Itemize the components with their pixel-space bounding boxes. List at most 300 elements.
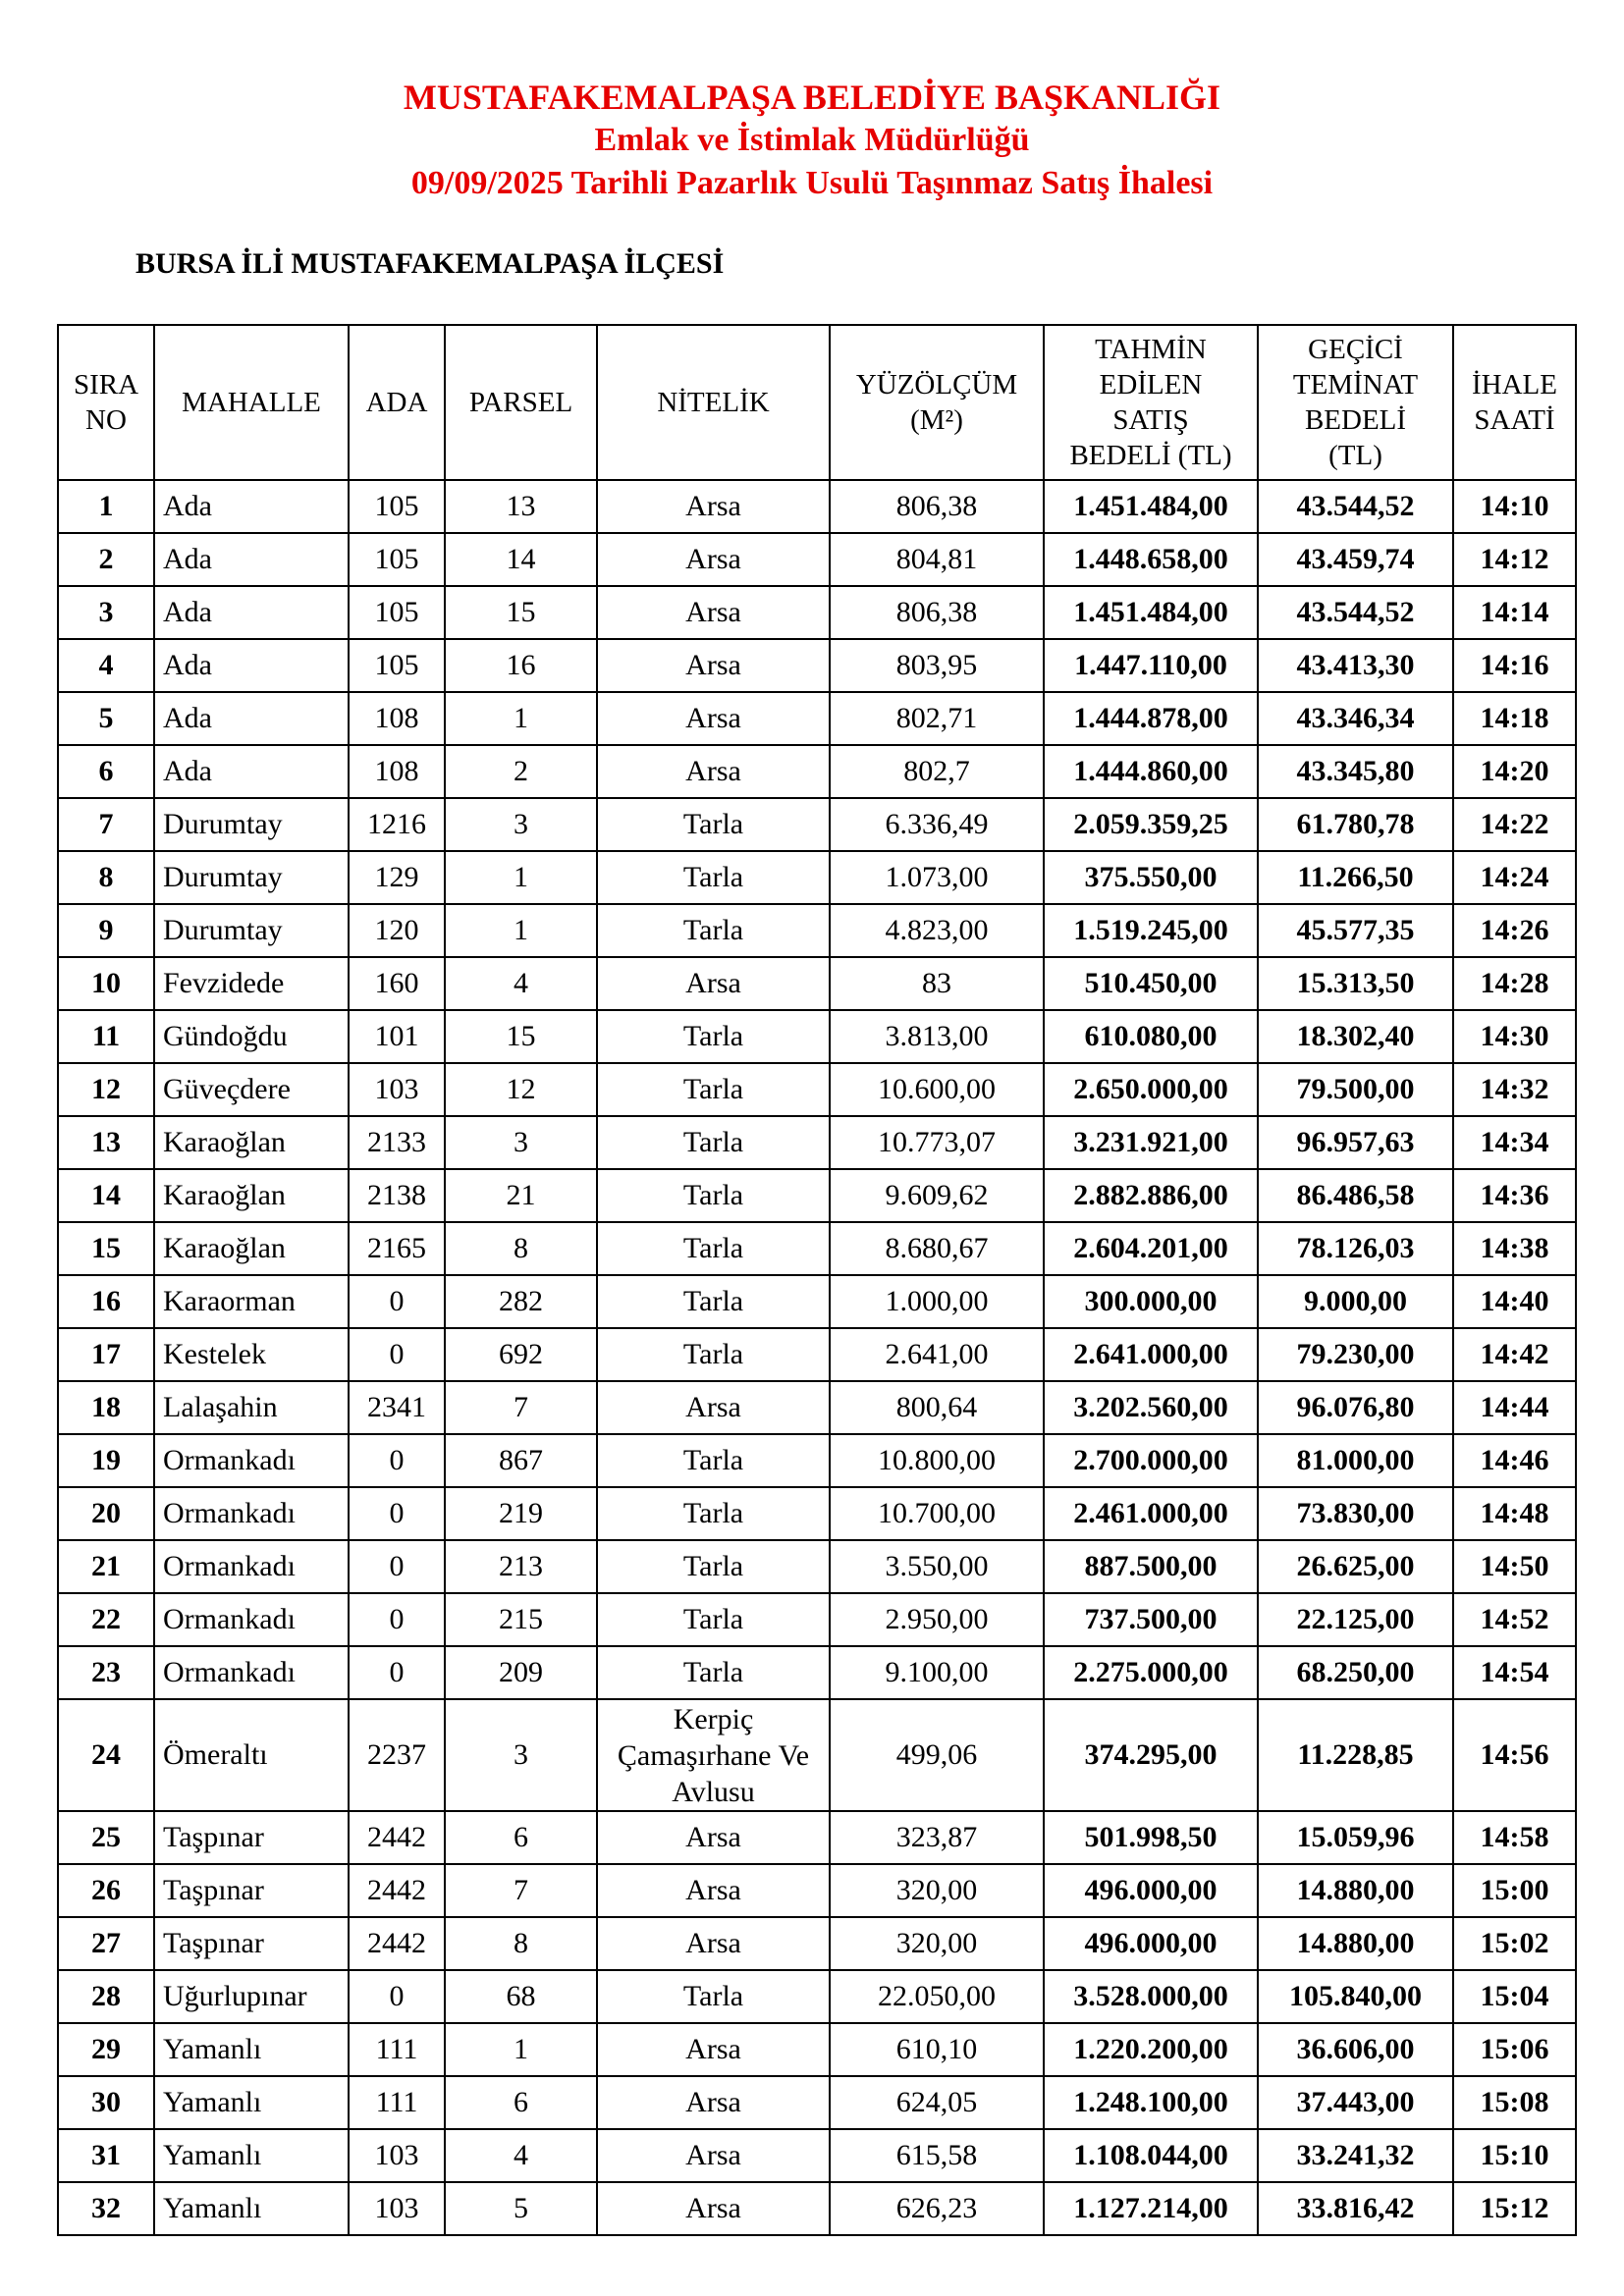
cell-ada: 2165 bbox=[349, 1222, 445, 1275]
table-row bbox=[58, 1381, 1576, 1434]
cell-ada: 111 bbox=[349, 2023, 445, 2076]
cell-tahmin-bedeli: 374.295,00 bbox=[1044, 1699, 1258, 1811]
cell-parsel: 15 bbox=[445, 586, 597, 639]
cell-sira-no: 23 bbox=[58, 1646, 154, 1699]
cell-mahalle: Yamanlı bbox=[154, 2129, 349, 2182]
cell-mahalle: Karaoğlan bbox=[154, 1169, 349, 1222]
cell-gecici-teminat: 68.250,00 bbox=[1258, 1646, 1453, 1699]
cell-mahalle: Taşpınar bbox=[154, 1917, 349, 1970]
cell-tahmin-bedeli: 1.127.214,00 bbox=[1044, 2182, 1258, 2235]
cell-ihale-saati: 14:22 bbox=[1453, 798, 1576, 851]
cell-mahalle: Ada bbox=[154, 692, 349, 745]
cell-tahmin-bedeli: 1.447.110,00 bbox=[1044, 639, 1258, 692]
cell-mahalle: Ormankadı bbox=[154, 1487, 349, 1540]
cell-sira-no: 20 bbox=[58, 1487, 154, 1540]
cell-ihale-saati: 14:34 bbox=[1453, 1116, 1576, 1169]
table-row bbox=[58, 1487, 1576, 1540]
cell-yuzolcum: 2.641,00 bbox=[830, 1328, 1044, 1381]
cell-ada: 103 bbox=[349, 2129, 445, 2182]
cell-yuzolcum: 10.800,00 bbox=[830, 1434, 1044, 1487]
cell-sira-no: 14 bbox=[58, 1169, 154, 1222]
header-text: SAATİ bbox=[1474, 404, 1555, 436]
cell-nitelik: Arsa bbox=[597, 2182, 830, 2235]
cell-sira-no: 3 bbox=[58, 586, 154, 639]
cell-mahalle: Ormankadı bbox=[154, 1434, 349, 1487]
cell-gecici-teminat: 43.544,52 bbox=[1258, 586, 1453, 639]
cell-ihale-saati: 14:56 bbox=[1453, 1699, 1576, 1811]
cell-tahmin-bedeli: 737.500,00 bbox=[1044, 1593, 1258, 1646]
cell-sira-no: 8 bbox=[58, 851, 154, 904]
cell-gecici-teminat: 15.313,50 bbox=[1258, 957, 1453, 1010]
cell-mahalle: Yamanlı bbox=[154, 2076, 349, 2129]
cell-nitelik: Arsa bbox=[597, 533, 830, 586]
cell-ihale-saati: 14:10 bbox=[1453, 480, 1576, 533]
table-row bbox=[58, 1328, 1576, 1381]
cell-yuzolcum: 806,38 bbox=[830, 480, 1044, 533]
cell-gecici-teminat: 43.544,52 bbox=[1258, 480, 1453, 533]
cell-sira-no: 30 bbox=[58, 2076, 154, 2129]
cell-yuzolcum: 9.609,62 bbox=[830, 1169, 1044, 1222]
cell-mahalle: Karaorman bbox=[154, 1275, 349, 1328]
cell-mahalle: Uğurlupınar bbox=[154, 1970, 349, 2023]
header-text: BEDELİ (TL) bbox=[1069, 440, 1232, 471]
cell-ihale-saati: 14:26 bbox=[1453, 904, 1576, 957]
cell-gecici-teminat: 78.126,03 bbox=[1258, 1222, 1453, 1275]
cell-mahalle: Ormankadı bbox=[154, 1646, 349, 1699]
cell-ada: 160 bbox=[349, 957, 445, 1010]
cell-yuzolcum: 802,71 bbox=[830, 692, 1044, 745]
property-sale-table bbox=[57, 324, 1577, 2236]
cell-gecici-teminat: 43.459,74 bbox=[1258, 533, 1453, 586]
cell-ihale-saati: 15:10 bbox=[1453, 2129, 1576, 2182]
table-row bbox=[58, 745, 1576, 798]
cell-sira-no: 29 bbox=[58, 2023, 154, 2076]
table-row bbox=[58, 1222, 1576, 1275]
cell-nitelik: Tarla bbox=[597, 798, 830, 851]
header-text: (TL) bbox=[1328, 440, 1382, 471]
cell-parsel: 68 bbox=[445, 1970, 597, 2023]
cell-tahmin-bedeli: 496.000,00 bbox=[1044, 1917, 1258, 1970]
cell-parsel: 867 bbox=[445, 1434, 597, 1487]
cell-ada: 101 bbox=[349, 1010, 445, 1063]
cell-ada: 0 bbox=[349, 1434, 445, 1487]
cell-tahmin-bedeli: 1.248.100,00 bbox=[1044, 2076, 1258, 2129]
cell-mahalle: Karaoğlan bbox=[154, 1222, 349, 1275]
cell-sira-no: 21 bbox=[58, 1540, 154, 1593]
cell-ada: 0 bbox=[349, 1970, 445, 2023]
cell-yuzolcum: 320,00 bbox=[830, 1864, 1044, 1917]
header-text: TAHMİN bbox=[1095, 334, 1207, 365]
header-text: PARSEL bbox=[468, 387, 573, 418]
cell-sira-no: 17 bbox=[58, 1328, 154, 1381]
cell-mahalle: Ada bbox=[154, 586, 349, 639]
cell-mahalle: Ada bbox=[154, 639, 349, 692]
cell-parsel: 3 bbox=[445, 1699, 597, 1811]
header-text: (M²) bbox=[910, 404, 963, 436]
cell-sira-no: 27 bbox=[58, 1917, 154, 1970]
cell-nitelik: Kerpiç Çamaşırhane Ve Avlusu bbox=[597, 1699, 830, 1811]
table-header-row bbox=[58, 325, 1576, 480]
cell-gecici-teminat: 22.125,00 bbox=[1258, 1593, 1453, 1646]
cell-yuzolcum: 615,58 bbox=[830, 2129, 1044, 2182]
header-text: NİTELİK bbox=[657, 387, 770, 418]
cell-tahmin-bedeli: 1.444.860,00 bbox=[1044, 745, 1258, 798]
cell-yuzolcum: 804,81 bbox=[830, 533, 1044, 586]
col-sira-no bbox=[58, 325, 154, 480]
cell-sira-no: 13 bbox=[58, 1116, 154, 1169]
cell-sira-no: 10 bbox=[58, 957, 154, 1010]
header-text: TEMİNAT bbox=[1292, 369, 1419, 400]
cell-nitelik: Arsa bbox=[597, 2023, 830, 2076]
cell-parsel: 21 bbox=[445, 1169, 597, 1222]
cell-gecici-teminat: 105.840,00 bbox=[1258, 1970, 1453, 2023]
cell-parsel: 3 bbox=[445, 1116, 597, 1169]
cell-mahalle: Yamanlı bbox=[154, 2023, 349, 2076]
cell-mahalle: Yamanlı bbox=[154, 2182, 349, 2235]
department-title: Emlak ve İstimlak Müdürlüğü bbox=[594, 122, 1030, 158]
cell-nitelik: Tarla bbox=[597, 1434, 830, 1487]
cell-mahalle: Taşpınar bbox=[154, 1864, 349, 1917]
cell-ada: 103 bbox=[349, 1063, 445, 1116]
cell-ada: 2341 bbox=[349, 1381, 445, 1434]
cell-ada: 2442 bbox=[349, 1864, 445, 1917]
cell-nitelik: Tarla bbox=[597, 1328, 830, 1381]
cell-parsel: 3 bbox=[445, 798, 597, 851]
cell-yuzolcum: 806,38 bbox=[830, 586, 1044, 639]
cell-yuzolcum: 1.000,00 bbox=[830, 1275, 1044, 1328]
cell-yuzolcum: 626,23 bbox=[830, 2182, 1044, 2235]
col-tahmin-bedeli bbox=[1044, 325, 1258, 480]
cell-mahalle: Ada bbox=[154, 745, 349, 798]
cell-ada: 0 bbox=[349, 1487, 445, 1540]
cell-tahmin-bedeli: 1.519.245,00 bbox=[1044, 904, 1258, 957]
cell-ihale-saati: 15:08 bbox=[1453, 2076, 1576, 2129]
cell-ihale-saati: 14:46 bbox=[1453, 1434, 1576, 1487]
cell-tahmin-bedeli: 1.448.658,00 bbox=[1044, 533, 1258, 586]
cell-tahmin-bedeli: 2.461.000,00 bbox=[1044, 1487, 1258, 1540]
cell-ihale-saati: 14:58 bbox=[1453, 1811, 1576, 1864]
cell-yuzolcum: 1.073,00 bbox=[830, 851, 1044, 904]
cell-mahalle: Fevzidede bbox=[154, 957, 349, 1010]
cell-nitelik: Tarla bbox=[597, 1275, 830, 1328]
table-row bbox=[58, 586, 1576, 639]
cell-mahalle: Ada bbox=[154, 533, 349, 586]
cell-ihale-saati: 15:00 bbox=[1453, 1864, 1576, 1917]
location-subtitle: BURSA İLİ MUSTAFAKEMALPAŞA İLÇESİ bbox=[135, 247, 725, 280]
cell-ada: 111 bbox=[349, 2076, 445, 2129]
cell-parsel: 215 bbox=[445, 1593, 597, 1646]
cell-nitelik: Tarla bbox=[597, 1063, 830, 1116]
cell-ihale-saati: 14:38 bbox=[1453, 1222, 1576, 1275]
cell-yuzolcum: 10.600,00 bbox=[830, 1063, 1044, 1116]
cell-gecici-teminat: 43.346,34 bbox=[1258, 692, 1453, 745]
cell-sira-no: 25 bbox=[58, 1811, 154, 1864]
cell-tahmin-bedeli: 610.080,00 bbox=[1044, 1010, 1258, 1063]
header-text: MAHALLE bbox=[182, 387, 321, 418]
cell-ihale-saati: 14:36 bbox=[1453, 1169, 1576, 1222]
cell-yuzolcum: 3.550,00 bbox=[830, 1540, 1044, 1593]
col-ihale-saati bbox=[1453, 325, 1576, 480]
cell-parsel: 5 bbox=[445, 2182, 597, 2235]
cell-gecici-teminat: 11.228,85 bbox=[1258, 1699, 1453, 1811]
header-text: SATIŞ bbox=[1112, 404, 1189, 436]
table-row bbox=[58, 1864, 1576, 1917]
cell-nitelik: Tarla bbox=[597, 1970, 830, 2023]
cell-gecici-teminat: 26.625,00 bbox=[1258, 1540, 1453, 1593]
cell-parsel: 213 bbox=[445, 1540, 597, 1593]
cell-ada: 2442 bbox=[349, 1917, 445, 1970]
cell-tahmin-bedeli: 3.202.560,00 bbox=[1044, 1381, 1258, 1434]
table-row bbox=[58, 1811, 1576, 1864]
cell-parsel: 692 bbox=[445, 1328, 597, 1381]
cell-mahalle: Ada bbox=[154, 480, 349, 533]
cell-yuzolcum: 802,7 bbox=[830, 745, 1044, 798]
cell-parsel: 6 bbox=[445, 1811, 597, 1864]
cell-mahalle: Durumtay bbox=[154, 904, 349, 957]
table-row bbox=[58, 798, 1576, 851]
cell-gecici-teminat: 43.413,30 bbox=[1258, 639, 1453, 692]
cell-parsel: 6 bbox=[445, 2076, 597, 2129]
table-row bbox=[58, 2182, 1576, 2235]
cell-parsel: 4 bbox=[445, 2129, 597, 2182]
cell-ada: 103 bbox=[349, 2182, 445, 2235]
table-row bbox=[58, 1063, 1576, 1116]
cell-ihale-saati: 14:14 bbox=[1453, 586, 1576, 639]
table-row bbox=[58, 1275, 1576, 1328]
cell-ada: 0 bbox=[349, 1275, 445, 1328]
cell-sira-no: 19 bbox=[58, 1434, 154, 1487]
cell-tahmin-bedeli: 2.700.000,00 bbox=[1044, 1434, 1258, 1487]
header-text: NO bbox=[85, 404, 127, 436]
cell-sira-no: 16 bbox=[58, 1275, 154, 1328]
table-row bbox=[58, 1116, 1576, 1169]
cell-yuzolcum: 83 bbox=[830, 957, 1044, 1010]
cell-gecici-teminat: 14.880,00 bbox=[1258, 1864, 1453, 1917]
cell-gecici-teminat: 79.230,00 bbox=[1258, 1328, 1453, 1381]
cell-ada: 105 bbox=[349, 480, 445, 533]
table-row bbox=[58, 2023, 1576, 2076]
cell-nitelik: Arsa bbox=[597, 745, 830, 798]
cell-nitelik: Arsa bbox=[597, 639, 830, 692]
table-row bbox=[58, 1540, 1576, 1593]
cell-ihale-saati: 14:30 bbox=[1453, 1010, 1576, 1063]
cell-mahalle: Ormankadı bbox=[154, 1540, 349, 1593]
cell-sira-no: 12 bbox=[58, 1063, 154, 1116]
cell-tahmin-bedeli: 1.444.878,00 bbox=[1044, 692, 1258, 745]
cell-mahalle: Gündoğdu bbox=[154, 1010, 349, 1063]
cell-tahmin-bedeli: 2.641.000,00 bbox=[1044, 1328, 1258, 1381]
table-row bbox=[58, 1434, 1576, 1487]
cell-parsel: 209 bbox=[445, 1646, 597, 1699]
cell-ada: 105 bbox=[349, 586, 445, 639]
cell-tahmin-bedeli: 375.550,00 bbox=[1044, 851, 1258, 904]
cell-nitelik: Arsa bbox=[597, 2129, 830, 2182]
cell-tahmin-bedeli: 1.451.484,00 bbox=[1044, 586, 1258, 639]
col-ada bbox=[349, 325, 445, 480]
cell-gecici-teminat: 33.816,42 bbox=[1258, 2182, 1453, 2235]
cell-ihale-saati: 15:02 bbox=[1453, 1917, 1576, 1970]
cell-tahmin-bedeli: 2.604.201,00 bbox=[1044, 1222, 1258, 1275]
cell-ada: 129 bbox=[349, 851, 445, 904]
cell-ihale-saati: 14:42 bbox=[1453, 1328, 1576, 1381]
cell-ada: 0 bbox=[349, 1540, 445, 1593]
table-row bbox=[58, 1699, 1576, 1811]
cell-parsel: 1 bbox=[445, 851, 597, 904]
cell-mahalle: Durumtay bbox=[154, 798, 349, 851]
cell-ihale-saati: 14:28 bbox=[1453, 957, 1576, 1010]
cell-nitelik: Tarla bbox=[597, 1116, 830, 1169]
header-text: EDİLEN bbox=[1099, 369, 1203, 400]
cell-tahmin-bedeli: 3.528.000,00 bbox=[1044, 1970, 1258, 2023]
cell-parsel: 7 bbox=[445, 1864, 597, 1917]
cell-gecici-teminat: 15.059,96 bbox=[1258, 1811, 1453, 1864]
header-text: ADA bbox=[365, 387, 428, 418]
cell-gecici-teminat: 61.780,78 bbox=[1258, 798, 1453, 851]
cell-yuzolcum: 3.813,00 bbox=[830, 1010, 1044, 1063]
cell-sira-no: 11 bbox=[58, 1010, 154, 1063]
cell-ada: 108 bbox=[349, 745, 445, 798]
cell-parsel: 4 bbox=[445, 957, 597, 1010]
cell-ada: 2442 bbox=[349, 1811, 445, 1864]
cell-mahalle: Ormankadı bbox=[154, 1593, 349, 1646]
cell-gecici-teminat: 45.577,35 bbox=[1258, 904, 1453, 957]
cell-mahalle: Karaoğlan bbox=[154, 1116, 349, 1169]
cell-tahmin-bedeli: 2.059.359,25 bbox=[1044, 798, 1258, 851]
cell-mahalle: Ömeraltı bbox=[154, 1699, 349, 1811]
cell-yuzolcum: 4.823,00 bbox=[830, 904, 1044, 957]
cell-gecici-teminat: 36.606,00 bbox=[1258, 2023, 1453, 2076]
cell-tahmin-bedeli: 3.231.921,00 bbox=[1044, 1116, 1258, 1169]
cell-yuzolcum: 610,10 bbox=[830, 2023, 1044, 2076]
cell-ada: 0 bbox=[349, 1328, 445, 1381]
cell-sira-no: 28 bbox=[58, 1970, 154, 2023]
cell-sira-no: 22 bbox=[58, 1593, 154, 1646]
cell-gecici-teminat: 18.302,40 bbox=[1258, 1010, 1453, 1063]
cell-sira-no: 24 bbox=[58, 1699, 154, 1811]
cell-yuzolcum: 6.336,49 bbox=[830, 798, 1044, 851]
col-nitelik bbox=[597, 325, 830, 480]
cell-sira-no: 9 bbox=[58, 904, 154, 957]
cell-ada: 2133 bbox=[349, 1116, 445, 1169]
cell-ada: 0 bbox=[349, 1593, 445, 1646]
cell-yuzolcum: 323,87 bbox=[830, 1811, 1044, 1864]
col-mahalle bbox=[154, 325, 349, 480]
cell-ihale-saati: 14:20 bbox=[1453, 745, 1576, 798]
cell-yuzolcum: 624,05 bbox=[830, 2076, 1044, 2129]
cell-tahmin-bedeli: 2.650.000,00 bbox=[1044, 1063, 1258, 1116]
cell-sira-no: 7 bbox=[58, 798, 154, 851]
cell-yuzolcum: 803,95 bbox=[830, 639, 1044, 692]
cell-nitelik: Arsa bbox=[597, 1864, 830, 1917]
cell-tahmin-bedeli: 1.108.044,00 bbox=[1044, 2129, 1258, 2182]
table-row bbox=[58, 2129, 1576, 2182]
table-row bbox=[58, 1970, 1576, 2023]
cell-ihale-saati: 14:50 bbox=[1453, 1540, 1576, 1593]
table-row bbox=[58, 2076, 1576, 2129]
cell-nitelik: Tarla bbox=[597, 1646, 830, 1699]
header-text: GEÇİCİ bbox=[1308, 334, 1403, 365]
cell-yuzolcum: 320,00 bbox=[830, 1917, 1044, 1970]
table-row bbox=[58, 533, 1576, 586]
header-text: SIRA bbox=[73, 369, 139, 400]
cell-ada: 2237 bbox=[349, 1699, 445, 1811]
cell-parsel: 7 bbox=[445, 1381, 597, 1434]
cell-ihale-saati: 14:18 bbox=[1453, 692, 1576, 745]
cell-ada: 1216 bbox=[349, 798, 445, 851]
cell-parsel: 8 bbox=[445, 1917, 597, 1970]
cell-ada: 2138 bbox=[349, 1169, 445, 1222]
cell-nitelik: Tarla bbox=[597, 1487, 830, 1540]
header-text: BEDELİ bbox=[1304, 404, 1407, 436]
cell-parsel: 12 bbox=[445, 1063, 597, 1116]
cell-yuzolcum: 8.680,67 bbox=[830, 1222, 1044, 1275]
cell-ihale-saati: 14:48 bbox=[1453, 1487, 1576, 1540]
cell-ihale-saati: 14:24 bbox=[1453, 851, 1576, 904]
table-row bbox=[58, 957, 1576, 1010]
table-row bbox=[58, 1646, 1576, 1699]
table-row bbox=[58, 1169, 1576, 1222]
cell-sira-no: 18 bbox=[58, 1381, 154, 1434]
cell-parsel: 14 bbox=[445, 533, 597, 586]
cell-ihale-saati: 14:52 bbox=[1453, 1593, 1576, 1646]
col-parsel bbox=[445, 325, 597, 480]
cell-yuzolcum: 10.773,07 bbox=[830, 1116, 1044, 1169]
cell-parsel: 15 bbox=[445, 1010, 597, 1063]
cell-gecici-teminat: 81.000,00 bbox=[1258, 1434, 1453, 1487]
cell-sira-no: 2 bbox=[58, 533, 154, 586]
cell-gecici-teminat: 96.076,80 bbox=[1258, 1381, 1453, 1434]
table-row bbox=[58, 692, 1576, 745]
table-row bbox=[58, 639, 1576, 692]
cell-gecici-teminat: 9.000,00 bbox=[1258, 1275, 1453, 1328]
cell-sira-no: 5 bbox=[58, 692, 154, 745]
cell-tahmin-bedeli: 2.275.000,00 bbox=[1044, 1646, 1258, 1699]
header-text: İHALE bbox=[1472, 369, 1557, 400]
cell-mahalle: Kestelek bbox=[154, 1328, 349, 1381]
cell-nitelik: Arsa bbox=[597, 692, 830, 745]
cell-nitelik: Tarla bbox=[597, 904, 830, 957]
cell-nitelik: Tarla bbox=[597, 1593, 830, 1646]
cell-parsel: 1 bbox=[445, 904, 597, 957]
cell-tahmin-bedeli: 2.882.886,00 bbox=[1044, 1169, 1258, 1222]
cell-gecici-teminat: 14.880,00 bbox=[1258, 1917, 1453, 1970]
cell-nitelik: Arsa bbox=[597, 1811, 830, 1864]
cell-ada: 0 bbox=[349, 1646, 445, 1699]
cell-mahalle: Lalaşahin bbox=[154, 1381, 349, 1434]
table-row bbox=[58, 904, 1576, 957]
cell-nitelik: Tarla bbox=[597, 1169, 830, 1222]
document-title: MUSTAFAKEMALPAŞA BELEDİYE BAŞKANLIĞI bbox=[403, 78, 1221, 117]
cell-parsel: 219 bbox=[445, 1487, 597, 1540]
cell-tahmin-bedeli: 510.450,00 bbox=[1044, 957, 1258, 1010]
cell-ada: 105 bbox=[349, 533, 445, 586]
cell-parsel: 1 bbox=[445, 2023, 597, 2076]
cell-nitelik: Arsa bbox=[597, 1381, 830, 1434]
cell-yuzolcum: 499,06 bbox=[830, 1699, 1044, 1811]
table-row bbox=[58, 851, 1576, 904]
cell-sira-no: 1 bbox=[58, 480, 154, 533]
cell-mahalle: Taşpınar bbox=[154, 1811, 349, 1864]
cell-mahalle: Güveçdere bbox=[154, 1063, 349, 1116]
table-row bbox=[58, 1593, 1576, 1646]
cell-parsel: 16 bbox=[445, 639, 597, 692]
cell-sira-no: 32 bbox=[58, 2182, 154, 2235]
cell-yuzolcum: 800,64 bbox=[830, 1381, 1044, 1434]
cell-sira-no: 26 bbox=[58, 1864, 154, 1917]
cell-gecici-teminat: 33.241,32 bbox=[1258, 2129, 1453, 2182]
cell-ada: 120 bbox=[349, 904, 445, 957]
cell-tahmin-bedeli: 501.998,50 bbox=[1044, 1811, 1258, 1864]
